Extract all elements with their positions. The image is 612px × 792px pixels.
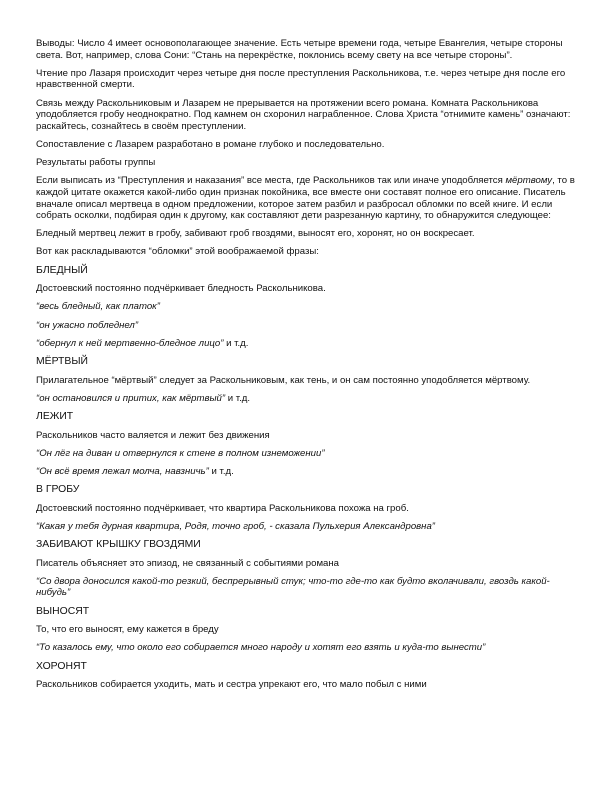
- section-quote: [36, 642, 576, 654]
- section-intro: То, что его выносят, ему кажется в бреду: [36, 624, 219, 636]
- section-intro: Достоевский постоянно подчёркивает, что квартира Раскольникова похожа на гроб.: [36, 502, 409, 514]
- section-intro: Прилагательное “мёртвый” следует за Раскольниковым, как тень, и он сам постоянно уподобляется мёртвому.: [36, 374, 531, 386]
- text-fragment: Если выписать из “Преступления и наказания” все места, где Раскольников так или иначе уподобляется: [36, 175, 506, 187]
- paragraph-conclusions: Выводы: Число 4 имеет основополагающее значение. Есть четыре времени года, четыре Евангелия, четыре стороны света. Вот, например, слова Сони: “Стань на перекрёстке, поклонись всему свету на все четыре стороны”.: [36, 38, 563, 61]
- section-heading: МЁРТВЫЙ: [36, 356, 88, 367]
- section-intro: Раскольников часто валяется и лежит без движения: [36, 429, 270, 441]
- quote-text: “Со двора доносился какой-то резкий, беспрерывный стук; что-то где-то как будто вколачивали, гвоздь какой-нибудь”: [36, 575, 550, 599]
- section-heading: ХОРОНЯТ: [36, 660, 87, 672]
- quote-text: “Он всё время лежал молча, навзничь”: [36, 465, 209, 477]
- paragraph-comparison: Сопоставление с Лазарем разработано в романе глубоко и последовательно.: [36, 138, 385, 150]
- quote-text: “весь бледный, как платок”: [36, 301, 160, 313]
- section-quote: [36, 338, 576, 350]
- quote-suffix: и т.д.: [225, 392, 251, 404]
- section-intro: Писатель объясняет это эпизод, не связанный с событиями романа: [36, 557, 340, 569]
- quote-text: “обернул к ней мертвенно-бледное лицо”: [36, 337, 224, 349]
- italic-word: мёртвому: [505, 175, 553, 187]
- quote-text: “он ужасно побледнел”: [36, 319, 139, 331]
- section-intro: Достоевский постоянно подчёркивает бледность Раскольникова.: [36, 283, 326, 295]
- section-quote: [36, 448, 576, 460]
- paragraph-summary-sentence: Бледный мертвец лежит в гробу, забивают гроб гвоздями, выносят его, хоронят, но он воскресает.: [36, 228, 475, 240]
- section-quote: [36, 393, 576, 405]
- quote-suffix: и т.д.: [223, 337, 249, 349]
- section-quote: [36, 320, 576, 332]
- paragraph-lazarus-reading: Чтение про Лазаря происходит через четыре дня после преступления Раскольникова, т.е. через четыре дня после его нравственной смерти.: [36, 67, 566, 91]
- quote-text: “Какая у тебя дурная квартира, Родя, точно гроб, - сказала Пульхерия Александровна”: [36, 520, 435, 532]
- paragraph-group-results: Результаты работы группы: [36, 157, 156, 169]
- section-quote: [36, 301, 576, 313]
- paragraph-dead-man-description: [36, 175, 576, 221]
- section-heading: БЛЕДНЫЙ: [36, 264, 88, 276]
- section-heading: ВЫНОСЯТ: [36, 605, 90, 617]
- section-heading: ЗАБИВАЮТ КРЫШКУ ГВОЗДЯМИ: [36, 539, 201, 551]
- section-quote: [36, 576, 576, 599]
- quote-suffix: и т.д.: [208, 465, 234, 477]
- section-heading: ЛЕЖИТ: [36, 410, 74, 422]
- text-fragment: , то в каждой цитате окажется какой-либо один признак покойника, все вместе они составят полное его описание. Писатель вначале описал мертвеца в одном предложении, которое затем разбил и разбросал обломки по всей книге. И если собрать осколки, подбирая один к другому, как составляют дети разрезанную картину, то обнаружится следующее:: [36, 175, 575, 222]
- section-heading: В ГРОБУ: [36, 484, 80, 496]
- document-page: [36, 38, 576, 697]
- section-quote: [36, 521, 576, 533]
- paragraph-lazarus-link: Связь между Раскольниковым и Лазарем не прерывается на протяжении всего романа. Комната Раскольникова уподобляется гробу неоднократно. Под камнем он схоронил награбленное. Слова Христа “отнимите камень” означают: раскайтесь, сознайтесь в своём преступлении.: [36, 97, 571, 132]
- quote-text: “Он лёг на диван и отвернулся к стене в полном изнеможении”: [36, 447, 325, 459]
- section-intro: Раскольников собирается уходить, мать и сестра упрекают его, что мало побыл с ними: [36, 679, 427, 691]
- paragraph-fragments-intro: Вот как раскладываются “обломки” этой воображаемой фразы:: [36, 246, 319, 258]
- section-quote: [36, 466, 576, 478]
- quote-text: “он остановился и притих, как мёртвый”: [36, 392, 226, 404]
- quote-text: “То казалось ему, что около его собирается много народу и хотят его взять и куда-то вынести”: [36, 642, 486, 654]
